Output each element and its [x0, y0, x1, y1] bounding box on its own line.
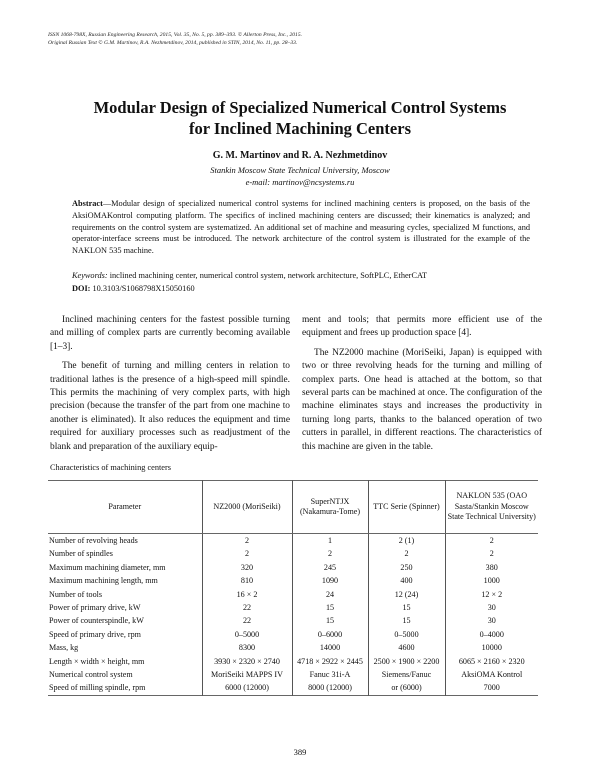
table-cell: Length × width × height, mm — [49, 656, 145, 666]
table-cell: 2 — [292, 547, 368, 560]
table-cell: 30 — [445, 614, 538, 627]
table-row — [48, 534, 538, 548]
table-cell: 24 — [292, 588, 368, 601]
table-cell: 8000 (12000) — [292, 681, 368, 695]
table-cell: Fanuc 31i-A — [292, 668, 368, 681]
table-cell: 2 — [368, 547, 445, 560]
affiliation: Stankin Moscow State Technical University, Moscow — [210, 165, 390, 175]
paragraph: The benefit of turning and milling centers in relation to traditional lathes is the presence of a high-speed mill spindle. This permits the machining of very complex parts, with high precision (because the transfer of the part from one machine to another is eliminated). It also reduces the equipment and time required for auxiliary processes such as readjustment of the blank and preparation of the auxiliary equip- — [50, 361, 290, 452]
affiliation-block — [0, 164, 600, 188]
table-cell: 8300 — [202, 641, 292, 654]
table-cell: 22 — [202, 601, 292, 614]
header-line: Original Russian Text © G.M. Martinov, R.A. Nezhmetdinov, 2014, published in STIN, 2014, No. 11, pp. 28–33. — [48, 40, 298, 46]
table-cell: 0–4000 — [445, 628, 538, 641]
paper-title — [0, 97, 600, 139]
table-cell: 22 — [202, 614, 292, 627]
table-cell: 245 — [292, 561, 368, 574]
table-cell: 15 — [368, 601, 445, 614]
table-cell: 2 — [445, 534, 538, 548]
table-row — [48, 588, 538, 601]
table-header-row — [48, 481, 538, 534]
table-cell: Number of revolving heads — [49, 536, 138, 545]
table-cell: 0–6000 — [292, 628, 368, 641]
table-cell: Speed of primary drive, rpm — [49, 629, 141, 639]
table-cell: Power of counterspindle, kW — [49, 616, 144, 626]
table-cell: Power of primary drive, kW — [49, 603, 141, 613]
table-cell: 2500 × 1900 × 2200 — [368, 655, 445, 668]
table-row — [48, 574, 538, 587]
table-cell: Numerical control system — [49, 670, 133, 680]
table-row — [48, 561, 538, 574]
table-cell: 12 (24) — [368, 588, 445, 601]
table-row — [48, 668, 538, 681]
paragraph: The NZ2000 machine (MoriSeiki, Japan) is equipped with two or three revolving heads for the turning and milling of complex parts. One head is attached at the bottom, so that several parts can be machined at once. The configuration of the machine eliminates stays and increases the productivity in turning long parts, thanks to the balanced operation of two cutters in parallel, in different reactions. The characteristics of this machine are given in the table. — [302, 347, 542, 452]
table-cell: 14000 — [292, 641, 368, 654]
column-header: Parameter — [48, 481, 202, 534]
table-cell: 0–5000 — [202, 628, 292, 641]
table-cell: 30 — [445, 601, 538, 614]
column-header: TTC Serie (Spinner) — [368, 481, 445, 534]
abstract — [72, 198, 530, 257]
characteristics-table — [48, 480, 538, 696]
table-cell: Mass, kg — [49, 643, 79, 653]
table-cell: 15 — [292, 614, 368, 627]
table-cell: or (6000) — [368, 681, 445, 695]
table-cell: 6065 × 2160 × 2320 — [445, 655, 538, 668]
title-line: Modular Design of Specialized Numerical Control Systems — [93, 98, 507, 117]
table-cell: 3930 × 2320 × 2740 — [202, 655, 292, 668]
table-cell: AksiOMA Kontrol — [445, 668, 538, 681]
table-row — [48, 614, 538, 627]
abstract-label: Abstract — [72, 199, 103, 208]
column-header: NZ2000 (MoriSeiki) — [202, 481, 292, 534]
table-cell: Number of spindles — [49, 549, 113, 559]
table-cell: 810 — [202, 574, 292, 587]
table-cell: 4600 — [368, 641, 445, 654]
header-line: ISSN 1068-798X, Russian Engineering Research, 2015, Vol. 35, No. 5, pp. 389–393. © Allerton Press, Inc., 2015. — [48, 32, 303, 38]
table-cell: 15 — [292, 601, 368, 614]
table-caption: Characteristics of machining centers — [50, 463, 171, 472]
title-line: for Inclined Machining Centers — [189, 119, 411, 138]
table-row — [48, 547, 538, 560]
table-cell: 1 — [292, 534, 368, 548]
table-cell: 2 (1) — [368, 534, 445, 548]
table-cell: 12 × 2 — [445, 588, 538, 601]
doi-label: DOI: — [72, 283, 91, 293]
table-cell: MoriSeiki MAPPS IV — [202, 668, 292, 681]
table-cell: Number of tools — [49, 589, 103, 599]
keywords-block — [72, 270, 530, 295]
column-header: NAKLON 535 (OAO Sasta/Stankin Moscow State Technical University) — [445, 481, 538, 534]
table-cell: 250 — [368, 561, 445, 574]
table-cell: Siemens/Fanuc — [368, 668, 445, 681]
table-cell: 2 — [445, 547, 538, 560]
authors: G. M. Martinov and R. A. Nezhmetdinov — [212, 150, 388, 161]
table-cell: 0–5000 — [368, 628, 445, 641]
body-column-left — [50, 314, 290, 460]
table-cell: 6000 (12000) — [202, 681, 292, 695]
table-cell: 320 — [202, 561, 292, 574]
keywords-label: Keywords: — [72, 271, 108, 280]
table-cell: 7000 — [445, 681, 538, 695]
table-cell: 1090 — [292, 574, 368, 587]
table-row — [48, 655, 538, 668]
table-cell: Speed of milling spindle, rpm — [49, 683, 146, 693]
column-header: SuperNTJX (Nakamura-Tome) — [292, 481, 368, 534]
keywords-text: inclined machining center, numerical control system, network architecture, SoftPLC, EtherCAT — [107, 271, 428, 280]
table-row — [48, 628, 538, 641]
page-number: 389 — [293, 747, 307, 757]
abstract-text: —Modular design of specialized numerical control systems for inclined machining centers is proposed, on the basis of the AksiOMAKontrol computing platform. The specifics of inclined machining centers are discussed; their kinematics is analyzed; and requirements on the control system are systematized. An additional set of machine and measuring cycles, specialized M functions, and operator-interface screens must be introduced. The network architecture of the control system is illustrated for the example of the NAKLON 535 machine. — [72, 199, 530, 256]
table-cell: 2 — [202, 534, 292, 548]
journal-header — [48, 31, 302, 47]
paragraph: ment and tools; that permits more efficient use of the equipment and frees up production space [4]. — [302, 315, 542, 339]
table-cell: Maximum machining diameter, mm — [49, 562, 166, 572]
table-cell: 16 × 2 — [202, 588, 292, 601]
paragraph: Inclined machining centers for the fastest possible turning and milling of complex parts are currently becoming available [1–3]. — [50, 315, 290, 352]
table-row — [48, 601, 538, 614]
table-cell: 15 — [368, 614, 445, 627]
doi-value: 10.3103/S1068798X15050160 — [90, 283, 195, 293]
table-cell: 10000 — [445, 641, 538, 654]
table-cell: 380 — [445, 561, 538, 574]
table-cell: 2 — [202, 547, 292, 560]
table-cell: 1000 — [445, 574, 538, 587]
table-cell: 4718 × 2922 × 2445 — [292, 655, 368, 668]
table-cell: Maximum machining length, mm — [49, 576, 158, 586]
email: e-mail: martinov@ncsystems.ru — [245, 177, 355, 187]
table-cell: 400 — [368, 574, 445, 587]
table-row — [48, 681, 538, 695]
table-row — [48, 641, 538, 654]
body-column-right — [302, 314, 542, 460]
